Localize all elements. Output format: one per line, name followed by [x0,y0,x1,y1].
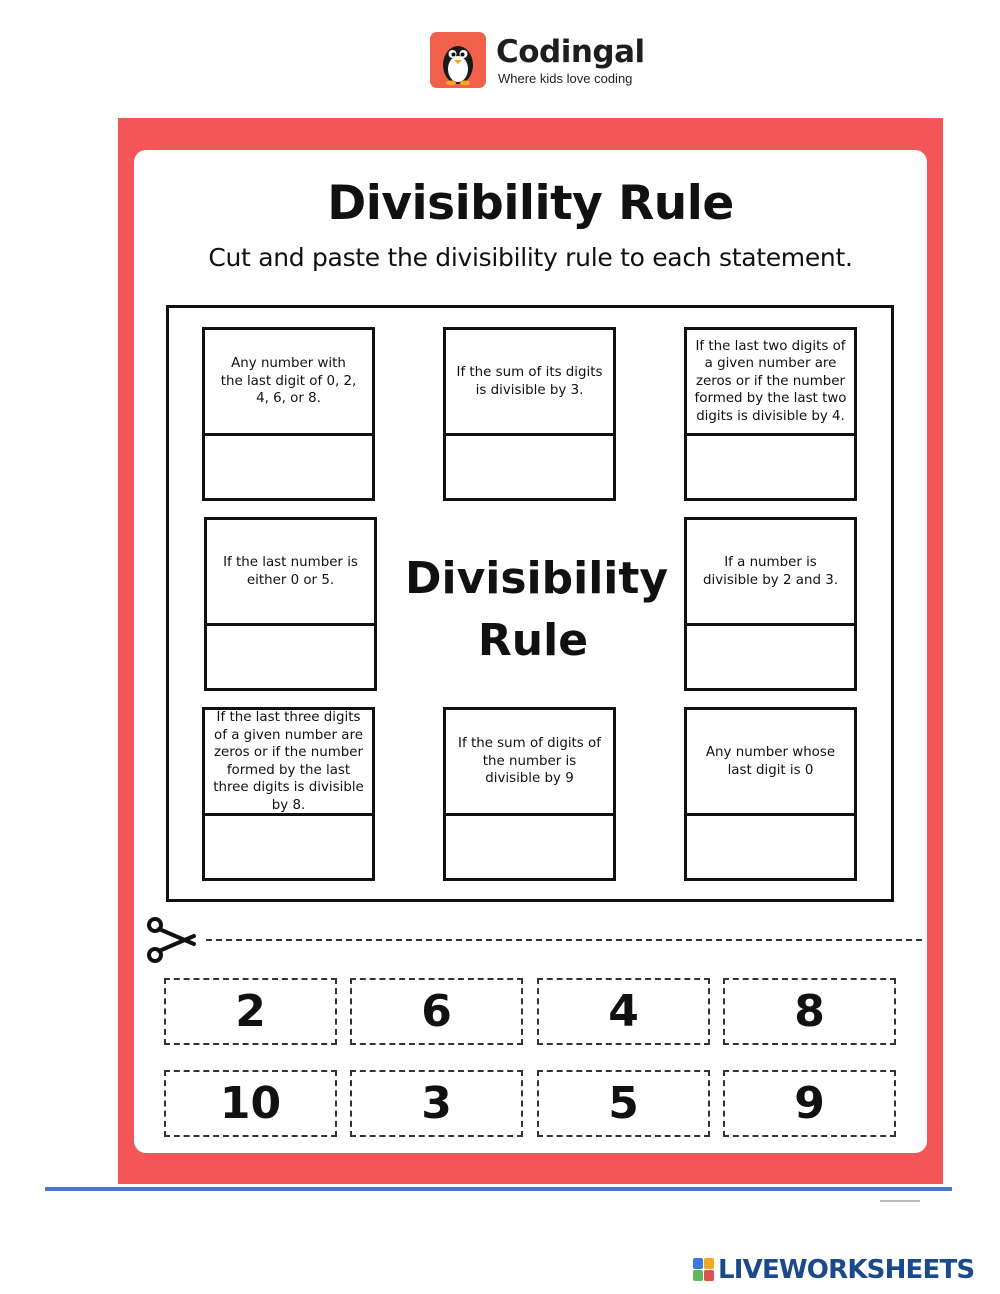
cut-line [206,939,922,941]
rule-card-text: Any number whose last digit is 0 [687,710,854,816]
rule-card-text: If the last number is either 0 or 5. [207,520,374,626]
worksheet-instruction: Cut and paste the divisibility rule to each statement. [208,243,853,272]
rule-card [684,327,857,501]
answer-slot[interactable] [687,816,854,881]
scissors-icon [146,913,200,967]
rule-card [684,517,857,691]
answer-slot[interactable] [205,436,372,501]
rule-card [443,707,616,881]
brand-tagline: Where kids love coding [498,70,633,86]
rule-card [202,327,375,501]
rule-card-text: Any number with the last digit of 0, 2, 4, 6, or 8. [205,330,372,436]
liveworksheets-blocks-icon [693,1258,715,1282]
center-label: Divisibility Rule [405,553,669,666]
rule-card [684,707,857,881]
scan-mark [880,1200,920,1202]
rule-card-text: If the sum of its digits is divisible by 3. [446,330,613,436]
cutout-tile[interactable]: 6 [350,978,523,1045]
answer-slot[interactable] [207,626,374,691]
penguin-icon [430,32,486,88]
rule-card [202,707,375,881]
answer-slot[interactable] [446,816,613,881]
rule-card [443,327,616,501]
brand-name: Codingal [496,33,645,70]
cutout-tile[interactable]: 9 [723,1070,896,1137]
worksheet-frame [118,118,943,1184]
answer-slot[interactable] [446,436,613,501]
cutout-tile[interactable]: 4 [537,978,710,1045]
rule-card [204,517,377,691]
answer-slot[interactable] [205,816,372,881]
answer-slot[interactable] [687,626,854,691]
rule-card-text: If the sum of digits of the number is divisible by 9 [446,710,613,816]
worksheet-title: Divisibility Rule [327,176,734,231]
cutout-tile[interactable]: 3 [350,1070,523,1137]
cutout-tile[interactable]: 2 [164,978,337,1045]
rule-card-text: If a number is divisible by 2 and 3. [687,520,854,626]
rule-card-text: If the last two digits of a given number are zeros or if the number formed by the last two digits is divisible by 4. [687,330,854,436]
codingal-logo [430,32,645,88]
rules-board [166,305,894,902]
answer-slot[interactable] [687,436,854,501]
rule-card-text: If the last three digits of a given number are zeros or if the number formed by the last three digits is divisible by 8. [205,710,372,816]
cutout-tile[interactable]: 8 [723,978,896,1045]
worksheet-paper [134,150,927,1153]
divider-line [45,1187,952,1191]
liveworksheets-brand: LIVEWORKSHEETS [718,1255,975,1285]
liveworksheets-logo [693,1255,974,1285]
cutout-tile[interactable]: 10 [164,1070,337,1137]
cutout-tile[interactable]: 5 [537,1070,710,1137]
